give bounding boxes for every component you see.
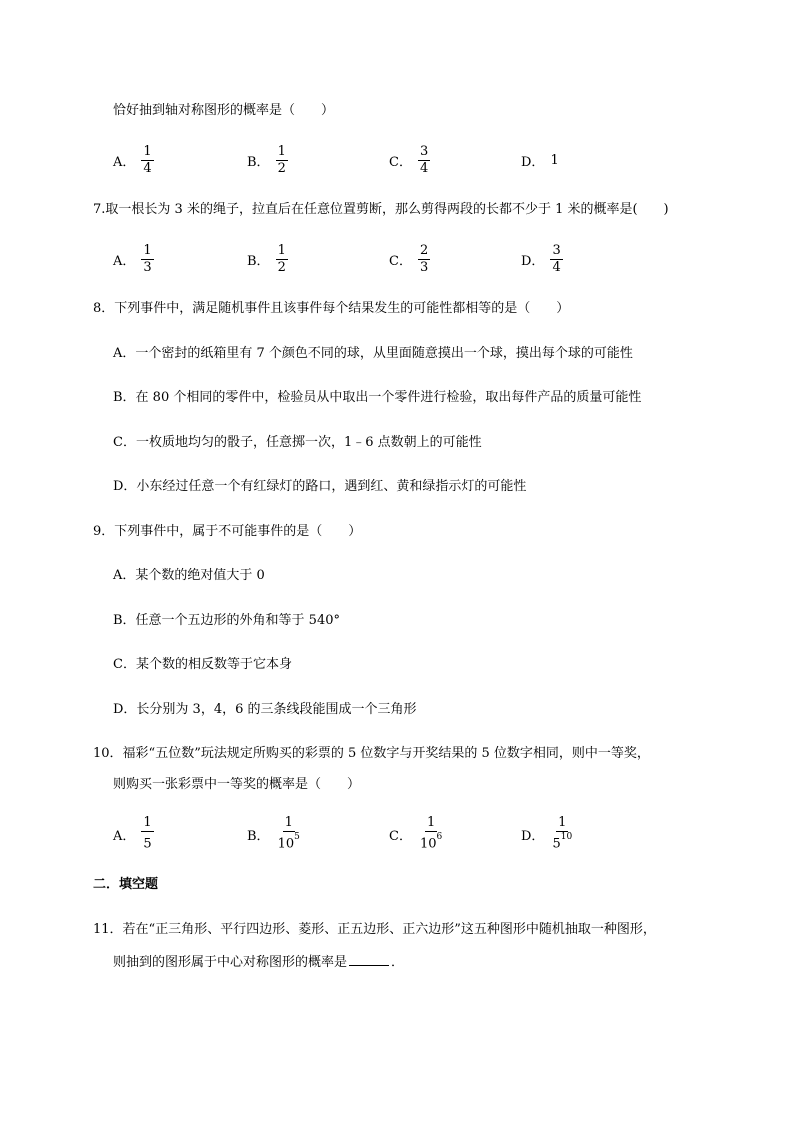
option-label: C． xyxy=(389,828,412,844)
fraction xyxy=(418,244,430,275)
q11-text: 则抽到的图形属于中心对称图形的概率是 xyxy=(113,955,348,970)
numerator: 1 xyxy=(284,815,293,831)
denominator: 4 xyxy=(552,259,561,275)
base: 10 xyxy=(277,836,295,852)
q7-option-d xyxy=(521,242,563,276)
numerator: 1 xyxy=(143,815,152,831)
option-label: A． xyxy=(113,154,136,170)
q8-option-c: C．一枚质地均匀的骰子，任意掷一次，1﹣6 点数朝上的可能性 xyxy=(113,435,482,450)
option-label: A． xyxy=(113,828,136,844)
denominator xyxy=(276,832,302,851)
q11-stem-line2 xyxy=(113,953,404,971)
numerator: 1 xyxy=(558,815,567,831)
option-label: D． xyxy=(521,828,545,844)
denominator: 2 xyxy=(277,160,286,176)
denominator xyxy=(141,832,153,851)
q6-option-c xyxy=(389,143,430,177)
q6-option-d xyxy=(521,143,559,177)
q7-option-b xyxy=(247,242,288,276)
q8-option-d: D．小东经过任意一个有红绿灯的路口，遇到红、黄和绿指示灯的可能性 xyxy=(113,479,527,494)
denominator xyxy=(418,832,444,851)
option-label: A． xyxy=(113,253,136,269)
q7-option-c xyxy=(389,242,430,276)
denominator: 4 xyxy=(419,160,429,176)
q10-option-d xyxy=(521,817,574,851)
base: 5 xyxy=(143,836,152,852)
q10-option-b xyxy=(247,817,302,851)
base: 5 xyxy=(552,836,561,852)
base: 10 xyxy=(419,836,437,852)
option-label: B． xyxy=(247,154,270,170)
numerator: 1 xyxy=(277,143,286,159)
denominator: 2 xyxy=(277,259,286,275)
option-value: 1 xyxy=(550,152,559,168)
denominator: 3 xyxy=(419,259,429,275)
numerator: 3 xyxy=(419,143,429,159)
option-label: C． xyxy=(389,253,412,269)
fraction xyxy=(141,244,153,275)
numerator: 1 xyxy=(143,242,152,258)
option-label: D． xyxy=(521,154,545,170)
fraction xyxy=(276,145,288,176)
option-label: B． xyxy=(247,828,270,844)
numerator: 3 xyxy=(552,242,561,258)
q8-option-a: A．一个密封的纸箱里有 7 个颜色不同的球，从里面随意摸出一个球，摸出每个球的可能性 xyxy=(113,346,633,361)
exponent: 5 xyxy=(294,832,300,843)
q11-period: ． xyxy=(391,955,405,970)
denominator: 3 xyxy=(143,259,152,275)
fraction xyxy=(141,816,153,851)
q7-stem: 7.取一根长为 3 米的绳子，拉直后在任意位置剪断，那么剪得两段的长都不少于 1 米的概率是( ) xyxy=(93,202,669,217)
fraction xyxy=(141,145,153,176)
fraction xyxy=(550,244,562,275)
q9-option-a: A．某个数的绝对值大于 0 xyxy=(113,568,265,583)
q7-option-a xyxy=(113,242,154,276)
q8-option-b: B．在 80 个相同的零件中，检验员从中取出一个零件进行检验，取出每件产品的质量可能性 xyxy=(113,390,642,405)
option-label: B． xyxy=(247,253,270,269)
exponent: 10 xyxy=(560,832,573,843)
fraction xyxy=(276,244,288,275)
fraction xyxy=(550,816,574,851)
fraction xyxy=(276,816,302,851)
numerator: 1 xyxy=(143,143,152,159)
q11-stem-line1: 11．若在“正三角形、平行四边形、菱形、正五边形、正六边形”这五种图形中随机抽取一种图形， xyxy=(93,922,656,937)
fraction xyxy=(418,145,430,176)
q6-option-b xyxy=(247,143,288,177)
q10-stem-line1: 10．福彩“五位数”玩法规定所购买的彩票的 5 位数字与开奖结果的 5 位数字相同，则中一等奖， xyxy=(93,746,650,761)
numerator: 1 xyxy=(426,815,436,831)
q10-stem-line2: 则购买一张彩票中一等奖的概率是（ ） xyxy=(113,777,361,792)
option-label: C． xyxy=(389,154,412,170)
q6-option-a xyxy=(113,143,154,177)
q9-stem: 9．下列事件中，属于不可能事件的是（ ） xyxy=(93,524,362,539)
q6-stem-tail: 恰好抽到轴对称图形的概率是（ ） xyxy=(113,103,335,118)
section-heading: 二．填空题 xyxy=(93,877,159,892)
q8-stem: 8．下列事件中，满足随机事件且该事件每个结果发生的可能性都相等的是（ ） xyxy=(93,301,570,316)
numerator: 2 xyxy=(419,242,429,258)
fraction xyxy=(418,816,444,851)
q9-option-c: C．某个数的相反数等于它本身 xyxy=(113,657,292,672)
q10-option-c xyxy=(389,817,444,851)
denominator: 4 xyxy=(143,160,152,176)
denominator xyxy=(550,832,574,851)
answer-blank[interactable] xyxy=(349,953,389,966)
q10-option-a xyxy=(113,817,154,851)
q9-option-d: D．长分别为 3，4，6 的三条线段能围成一个三角形 xyxy=(113,702,417,717)
q9-option-b: B．任意一个五边形的外角和等于 540° xyxy=(113,613,340,628)
numerator: 1 xyxy=(277,242,286,258)
exponent: 6 xyxy=(436,832,443,843)
option-label: D． xyxy=(521,253,545,269)
